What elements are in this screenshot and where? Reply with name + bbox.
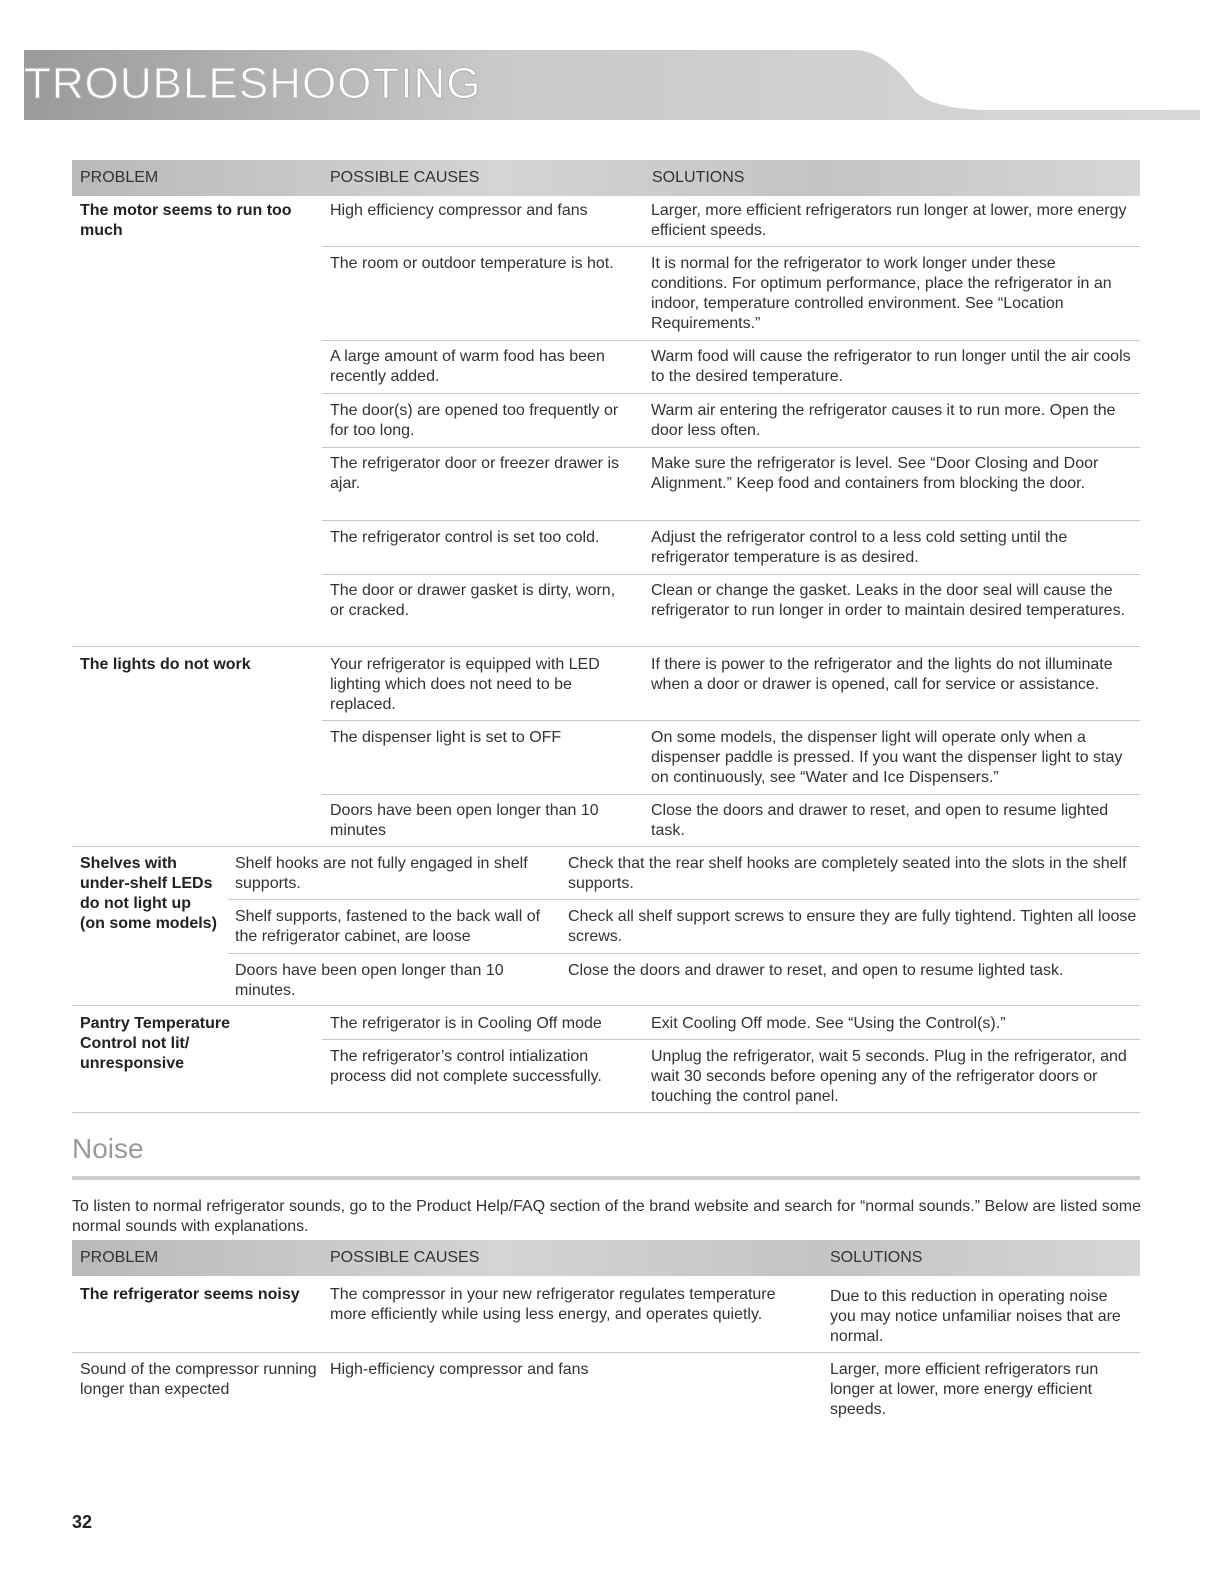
row-divider [322,794,1140,795]
solution-text: Warm food will cause the refrigerator to run longer until the air cools to the desired temperature. [651,348,1131,385]
row-divider [228,899,1140,900]
cause-text: The room or outdoor temperature is hot. [330,255,614,272]
solution-text: Clean or change the gasket. Leaks in the door seal will cause the refrigerator to run longer in order to maintain desired temperatures. [651,582,1126,619]
row-divider [322,720,1140,721]
solution-text: Close the doors and drawer to reset, and open to resume lighted task. [568,962,1064,979]
solution-text: On some models, the dispenser light will operate only when a dispenser paddle is pressed. If you want the dispenser light to stay on continuously, see “Water and Ice Dispensers.” [651,729,1123,786]
problem-lights: The lights do not work [80,656,251,673]
solution-text: Exit Cooling Off mode. See “Using the Control(s).” [651,1015,1006,1032]
solution-text: Check that the rear shelf hooks are completely seated into the slots in the shelf supports. [568,855,1127,892]
solution-text: It is normal for the refrigerator to work longer under these conditions. For optimum performance, place the refrigerator in an indoor, temperature controlled environment. See “Location Requirements.” [651,255,1112,332]
section-title: TROUBLESHOOTING [24,59,482,108]
cause-text: Doors have been open longer than 10 minutes [330,802,599,839]
row-divider [72,1352,1140,1353]
row-divider [72,646,1140,647]
cause-text: Doors have been open longer than 10 minutes. [235,962,504,999]
noise-table-header [72,1240,1140,1276]
solution-text: Larger, more efficient refrigerators run longer at lower, more energy efficient speeds. [651,202,1127,239]
problem-motor: The motor seems to run too much [80,202,292,239]
cause-text: High efficiency compressor and fans [330,202,588,219]
heading-rule [72,1176,1140,1180]
cause-text: The door or drawer gasket is dirty, worn, or cracked. [330,582,616,619]
row-divider [228,953,1140,954]
noise-intro: To listen to normal refrigerator sounds, go to the Product Help/FAQ section of the brand website and search for “normal sounds.” Below are listed some normal sounds with explanations. [72,1198,1141,1235]
solution-text: If there is power to the refrigerator and the lights do not illuminate when a door or drawer is opened, call for service or assistance. [651,656,1113,693]
problem-noisy: The refrigerator seems noisy [80,1286,300,1303]
row-divider [322,393,1140,394]
cause-text: The dispenser light is set to OFF [330,729,562,746]
solution-text: Check all shelf support screws to ensure they are fully tightend. Tighten all loose screws. [568,908,1137,945]
row-divider [322,340,1140,341]
cause-text: Your refrigerator is equipped with LED lighting which does not need to be replaced. [330,656,600,713]
table-header [72,160,1140,196]
noise-heading: Noise [72,1133,144,1164]
cause-text: The refrigerator’s control intialization process did not complete successfully. [330,1048,602,1085]
cause-text: A large amount of warm food has been recently added. [330,348,605,385]
row-divider [72,846,1140,847]
cause-text: High-efficiency compressor and fans [330,1361,589,1378]
header-problem: PROBLEM [80,169,159,186]
solution-text: Due to this reduction in operating noise you may notice unfamiliar noises that are normal. [830,1288,1121,1345]
solution-text: Make sure the refrigerator is level. See “Door Closing and Door Alignment.” Keep food and containers from blocking the door. [651,455,1099,492]
cause-text: The refrigerator is in Cooling Off mode [330,1015,602,1032]
page-number: 32 [72,1512,93,1532]
header-solutions: SOLUTIONS [830,1249,923,1266]
problem-pantry: Pantry Temperature Control not lit/ unresponsive [80,1015,230,1072]
problem-compressor: Sound of the compressor running longer than expected [80,1361,317,1398]
solution-text: Warm air entering the refrigerator causes it to run more. Open the door less often. [651,402,1116,439]
row-divider [322,447,1140,448]
solution-text: Close the doors and drawer to reset, and open to resume lighted task. [651,802,1109,839]
cause-text: The refrigerator control is set too cold. [330,529,600,546]
cause-text: The door(s) are opened too frequently or for too long. [330,402,619,439]
header-problem: PROBLEM [80,1249,159,1266]
solution-text: Larger, more efficient refrigerators run longer at lower, more energy efficient speeds. [830,1361,1099,1418]
header-causes: POSSIBLE CAUSES [330,1249,480,1266]
solution-text: Adjust the refrigerator control to a less cold setting until the refrigerator temperature is as desired. [651,529,1068,566]
row-divider [72,1005,1140,1006]
row-divider [322,574,1140,575]
row-divider [322,246,1140,247]
problem-shelves: Shelves with under-shelf LEDs do not light up (on some models) [80,855,217,932]
row-divider [322,1039,1140,1040]
cause-text: Shelf supports, fastened to the back wall of the refrigerator cabinet, are loose [235,908,541,945]
header-causes: POSSIBLE CAUSES [330,169,480,186]
row-divider [72,1112,1140,1113]
cause-text: The refrigerator door or freezer drawer is ajar. [330,455,619,492]
cause-text: Shelf hooks are not fully engaged in shelf supports. [235,855,528,892]
header-solutions: SOLUTIONS [652,169,745,186]
cause-text: The compressor in your new refrigerator regulates temperature more efficiently while using less energy, and operates quietly. [330,1286,776,1323]
row-divider [322,520,1140,521]
solution-text: Unplug the refrigerator, wait 5 seconds. Plug in the refrigerator, and wait 30 seconds before opening any of the refrigerator doors or touching the control panel. [651,1048,1127,1105]
